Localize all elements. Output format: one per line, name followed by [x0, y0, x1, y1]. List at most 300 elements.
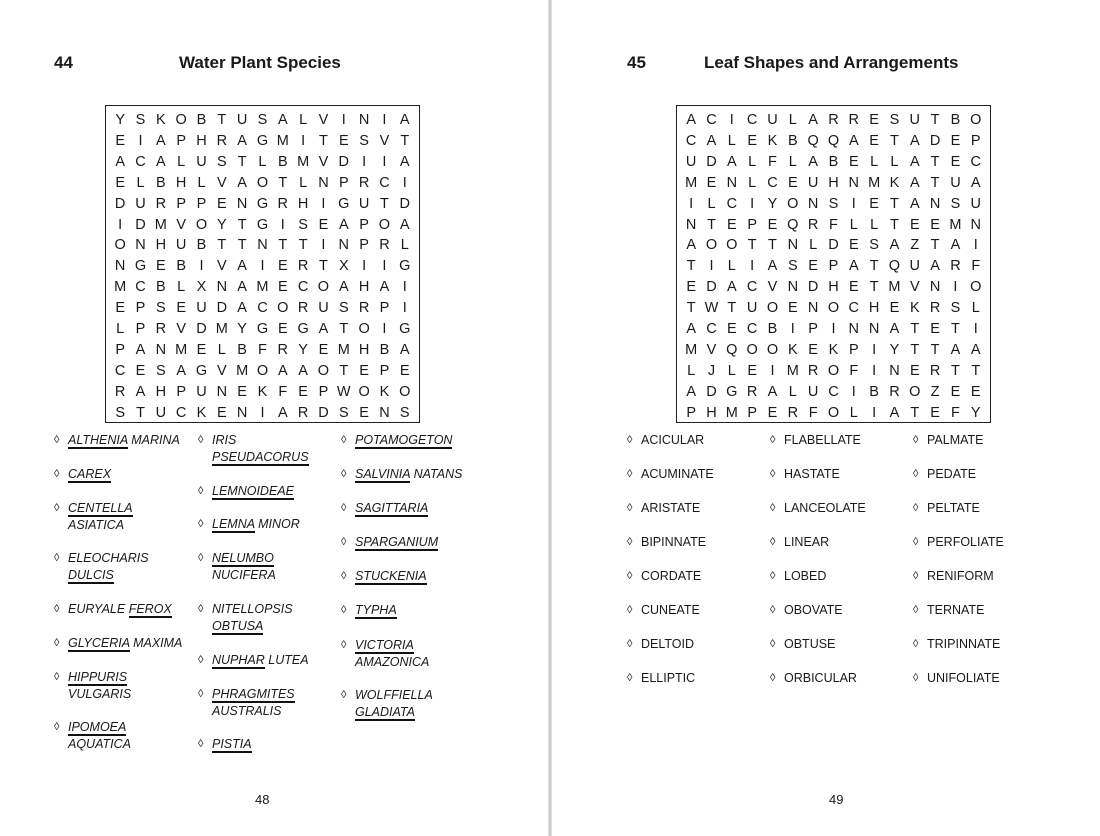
grid-letter: E — [747, 362, 757, 379]
word-label: LOBED — [784, 569, 827, 583]
grid-letter: B — [277, 153, 288, 170]
diamond-bullet-icon: ◊ — [198, 603, 204, 615]
word-label: ORBICULAR — [784, 671, 857, 685]
grid-letter: D — [216, 300, 228, 317]
grid-letter: C — [297, 279, 309, 296]
grid-letter: A — [686, 321, 696, 337]
grid-letter: C — [135, 279, 146, 296]
grid-letter: T — [930, 341, 940, 358]
word-label: OBOVATE — [784, 603, 843, 617]
grid-letter: W — [336, 383, 351, 400]
grid-letter: A — [277, 362, 288, 379]
grid-letter: E — [930, 404, 940, 421]
grid-letter: I — [341, 112, 346, 128]
grid-letter: L — [849, 216, 858, 233]
grid-letter: Q — [787, 216, 799, 233]
word-text: HIPPURIS — [68, 670, 128, 684]
grid-letter: A — [848, 132, 859, 149]
word-text: WOLFFIELLA — [355, 688, 433, 702]
grid-letter: L — [727, 362, 736, 379]
grid-letter: L — [687, 362, 696, 379]
grid-letter: Q — [827, 132, 840, 149]
word-label: PELTATE — [927, 501, 980, 515]
grid-letter: A — [277, 112, 288, 128]
grid-letter: U — [196, 300, 207, 317]
grid-letter: O — [277, 300, 289, 317]
word-text: NUCIFERA — [212, 567, 276, 582]
grid-letter: K — [828, 341, 839, 358]
puzzle-number: 45 — [627, 53, 646, 72]
word-label: TERNATE — [927, 603, 985, 617]
grid-letter: A — [970, 341, 981, 358]
grid-letter: E — [747, 132, 757, 149]
grid-letter: L — [971, 300, 980, 317]
grid-letter: A — [970, 174, 981, 191]
grid-letter: E — [359, 362, 369, 379]
grid-letter: T — [869, 258, 879, 275]
grid-letter: D — [135, 216, 146, 233]
grid-letter: V — [379, 132, 390, 149]
grid-letter: P — [176, 195, 186, 212]
grid-letter: E — [298, 383, 308, 400]
grid-letter: O — [317, 279, 330, 296]
word-label: FLABELLATE — [784, 433, 861, 447]
diamond-bullet-icon: ◊ — [198, 654, 204, 666]
grid-letter: T — [707, 216, 716, 233]
grid-letter: B — [196, 112, 207, 128]
grid-letter: E — [686, 279, 696, 296]
grid-letter: E — [216, 195, 227, 212]
grid-letter: T — [237, 237, 247, 254]
grid-letter: R — [889, 383, 900, 400]
grid-letter: E — [135, 362, 146, 379]
grid-letter: B — [237, 341, 247, 358]
grid-letter: D — [807, 279, 819, 296]
grid-letter: D — [338, 153, 350, 170]
grid-letter: H — [358, 279, 370, 296]
diamond-bullet-icon: ◊ — [913, 570, 919, 582]
grid-letter: D — [706, 153, 717, 170]
diamond-bullet-icon: ◊ — [913, 468, 919, 480]
diamond-bullet-icon: ◊ — [54, 603, 60, 615]
word-label — [355, 534, 438, 551]
grid-letter: F — [849, 362, 859, 379]
grid-letter: T — [339, 362, 349, 379]
diamond-bullet-icon: ◊ — [913, 536, 919, 548]
word-text: PSEUDACORUS — [212, 449, 309, 464]
grid-letter: S — [338, 300, 349, 317]
grid-letter: G — [399, 321, 411, 337]
grid-letter: P — [115, 341, 125, 358]
grid-letter: P — [808, 321, 818, 337]
word-label: ACUMINATE — [641, 467, 714, 481]
grid-letter: P — [828, 258, 839, 275]
diamond-bullet-icon: ◊ — [54, 552, 60, 564]
grid-letter: R — [277, 341, 289, 358]
word-label — [355, 687, 433, 704]
grid-letter: I — [260, 258, 265, 275]
grid-letter: A — [399, 112, 410, 128]
grid-letter: E — [848, 237, 859, 254]
grid-letter: P — [135, 321, 146, 337]
grid-letter: H — [155, 383, 167, 400]
grid-letter: E — [848, 153, 859, 170]
word-label: DELTOID — [641, 637, 695, 651]
grid-letter: C — [114, 362, 126, 379]
word-text: SAGITTARIA — [355, 501, 429, 515]
grid-letter: U — [155, 404, 167, 421]
grid-letter: P — [338, 174, 349, 191]
grid-letter: G — [256, 195, 269, 212]
grid-letter: H — [175, 174, 187, 191]
word-label — [212, 483, 294, 500]
grid-letter: E — [277, 321, 288, 337]
grid-letter: F — [829, 216, 838, 233]
grid-letter: L — [849, 404, 858, 421]
diamond-bullet-icon: ◊ — [54, 468, 60, 480]
grid-letter: T — [930, 174, 940, 191]
grid-letter: L — [217, 341, 226, 358]
grid-letter: A — [930, 258, 940, 275]
grid-letter: R — [358, 174, 370, 191]
grid-letter: L — [197, 174, 206, 191]
grid-letter: S — [950, 195, 961, 212]
grid-letter: D — [706, 279, 717, 296]
word-text: OBTUSA — [212, 618, 264, 633]
grid-letter: R — [929, 300, 941, 317]
grid-letter: U — [318, 300, 329, 317]
grid-letter: Q — [726, 341, 738, 358]
grid-letter: V — [216, 258, 227, 275]
grid-letter: S — [338, 404, 349, 421]
grid-letter: I — [260, 404, 265, 421]
grid-letter: A — [115, 153, 125, 170]
grid-letter: U — [358, 195, 370, 212]
grid-letter: C — [257, 300, 268, 317]
grid-letter: L — [299, 112, 308, 128]
word-label: ACICULAR — [641, 433, 705, 447]
grid-letter: D — [318, 404, 329, 421]
puzzle-number: 44 — [54, 53, 73, 72]
grid-letter: O — [766, 300, 779, 317]
grid-letter: Y — [237, 321, 247, 337]
grid-letter: I — [851, 195, 856, 212]
grid-letter: G — [726, 383, 738, 400]
grid-letter: E — [196, 341, 207, 358]
grid-letter: B — [155, 279, 166, 296]
word-list — [0, 0, 548, 836]
page-number: 48 — [255, 792, 270, 807]
grid-letter: V — [318, 153, 329, 170]
grid-letter: N — [848, 321, 860, 337]
grid-letter: M — [337, 341, 350, 358]
grid-letter: T — [890, 195, 899, 212]
word-label — [212, 550, 274, 567]
grid-letter: I — [790, 321, 795, 337]
grid-letter: E — [237, 383, 247, 400]
grid-letter: Y — [970, 404, 981, 421]
word-label — [68, 466, 111, 483]
grid-letter: E — [808, 258, 818, 275]
diamond-bullet-icon: ◊ — [627, 570, 633, 582]
grid-letter: M — [297, 153, 310, 170]
grid-letter: D — [706, 383, 717, 400]
grid-letter: K — [909, 300, 920, 317]
grid-letter: Q — [888, 258, 901, 275]
grid-letter: E — [318, 341, 329, 358]
word-text: SALVINIA — [355, 467, 411, 481]
grid-letter: S — [950, 300, 961, 317]
diamond-bullet-icon: ◊ — [341, 689, 347, 701]
grid-letter: G — [338, 195, 350, 212]
diamond-bullet-icon: ◊ — [198, 738, 204, 750]
grid-letter: V — [909, 279, 920, 296]
grid-letter: I — [301, 132, 306, 149]
diamond-bullet-icon: ◊ — [627, 502, 633, 514]
grid-letter: R — [297, 404, 309, 421]
grid-letter: N — [216, 279, 228, 296]
grid-letter: I — [953, 279, 958, 296]
grid-letter: C — [767, 174, 778, 191]
grid-letter: M — [888, 279, 901, 296]
grid-letter: M — [725, 404, 738, 421]
grid-letter: C — [685, 132, 697, 149]
grid-letter: O — [909, 383, 921, 400]
word-text: VICTORIA — [355, 638, 414, 652]
grid-letter: R — [929, 362, 941, 379]
grid-letter: E — [869, 112, 879, 128]
grid-letter: U — [970, 195, 981, 212]
grid-letter: N — [338, 237, 350, 254]
grid-letter: T — [136, 404, 145, 421]
grid-letter: O — [256, 362, 269, 379]
grid-letter: E — [909, 362, 920, 379]
grid-letter: O — [399, 383, 411, 400]
grid-letter: U — [807, 383, 819, 400]
grid-letter: M — [685, 174, 698, 191]
grid-letter: B — [767, 321, 778, 337]
diamond-bullet-icon: ◊ — [341, 604, 347, 616]
grid-letter: L — [870, 216, 879, 233]
grid-letter: E — [950, 153, 961, 170]
grid-letter: E — [930, 216, 940, 233]
grid-letter: P — [686, 404, 696, 421]
grid-letter: I — [402, 300, 407, 317]
grid-letter: I — [973, 321, 978, 337]
diamond-bullet-icon: ◊ — [54, 637, 60, 649]
grid-letter: P — [747, 404, 757, 421]
grid-letter: I — [750, 258, 755, 275]
word-label: LANCEOLATE — [784, 501, 866, 515]
grid-letter: O — [827, 404, 840, 421]
grid-letter: U — [950, 174, 961, 191]
word-text: MAXIMA — [129, 636, 183, 650]
word-label — [68, 500, 133, 517]
word-text: DULCIS — [68, 567, 114, 582]
diamond-bullet-icon: ◊ — [198, 688, 204, 700]
grid-letter: H — [358, 341, 370, 358]
grid-letter: I — [280, 216, 285, 233]
grid-letter: N — [114, 258, 126, 275]
grid-letter: T — [278, 174, 288, 191]
grid-letter: A — [135, 383, 146, 400]
grid-letter: U — [175, 237, 187, 254]
grid-letter: A — [889, 404, 900, 421]
diamond-bullet-icon: ◊ — [341, 639, 347, 651]
grid-letter: I — [382, 321, 387, 337]
word-label — [212, 432, 236, 449]
grid-letter: T — [217, 237, 227, 254]
grid-letter: A — [155, 153, 166, 170]
grid-letter: P — [176, 383, 186, 400]
word-label: BIPINNATE — [641, 535, 707, 549]
word-text: NITELLOPSIS — [212, 602, 293, 616]
grid-letter: A — [318, 321, 329, 337]
grid-letter: E — [848, 279, 859, 296]
grid-letter: I — [118, 216, 123, 233]
grid-letter: T — [237, 153, 247, 170]
grid-letter: I — [750, 195, 755, 212]
grid-letter: L — [788, 383, 797, 400]
grid-letter: U — [196, 383, 207, 400]
grid-letter: I — [382, 112, 387, 128]
diamond-bullet-icon: ◊ — [770, 468, 776, 480]
grid-letter: O — [195, 216, 208, 233]
word-text: TYPHA — [355, 603, 397, 617]
grid-letter: C — [970, 153, 981, 170]
grid-letter: E — [767, 404, 778, 421]
grid-letter: T — [380, 195, 389, 212]
word-label — [68, 719, 126, 736]
grid-letter: P — [359, 216, 369, 233]
grid-letter: R — [379, 237, 390, 254]
grid-letter: T — [930, 112, 940, 128]
grid-letter: A — [706, 132, 717, 149]
grid-letter: R — [297, 300, 309, 317]
grid-letter: S — [155, 300, 166, 317]
grid-letter: N — [155, 341, 167, 358]
grid-letter: E — [889, 300, 900, 317]
word-label — [355, 500, 428, 517]
grid-letter: P — [135, 300, 146, 317]
grid-letter: I — [402, 174, 407, 191]
grid-letter: U — [807, 174, 819, 191]
grid-letter: E — [359, 404, 369, 421]
left-page — [0, 0, 548, 836]
grid-letter: Q — [807, 132, 819, 149]
grid-letter: B — [787, 132, 798, 149]
grid-letter: N — [868, 321, 880, 337]
grid-letter: E — [869, 195, 879, 212]
grid-letter: L — [258, 153, 267, 170]
grid-letter: N — [236, 404, 248, 421]
grid-letter: R — [828, 112, 839, 128]
word-label — [212, 686, 295, 703]
grid-letter: J — [707, 362, 716, 379]
diamond-bullet-icon: ◊ — [198, 485, 204, 497]
diamond-bullet-icon: ◊ — [54, 721, 60, 733]
grid-letter: B — [950, 112, 961, 128]
diamond-bullet-icon: ◊ — [770, 536, 776, 548]
word-text: NUPHAR — [212, 653, 265, 667]
word-text: GLADIATA — [355, 704, 415, 719]
grid-letter: T — [768, 237, 777, 254]
word-text: ASIATICA — [68, 517, 125, 532]
grid-letter: G — [399, 258, 411, 275]
diamond-bullet-icon: ◊ — [913, 604, 919, 616]
grid-letter: I — [321, 237, 326, 254]
word-text: GLYCERIA — [68, 636, 130, 650]
grid-letter: P — [848, 341, 859, 358]
grid-letter: V — [767, 279, 778, 296]
grid-letter: A — [889, 321, 900, 337]
grid-letter: T — [278, 237, 288, 254]
grid-letter: G — [297, 321, 309, 337]
grid-letter: P — [359, 237, 369, 254]
grid-letter: K — [889, 174, 900, 191]
grid-letter: G — [256, 216, 269, 233]
grid-letter: T — [930, 153, 940, 170]
grid-letter: C — [746, 112, 758, 128]
word-label — [355, 637, 414, 654]
grid-letter: E — [318, 216, 329, 233]
diamond-bullet-icon: ◊ — [770, 604, 776, 616]
grid-letter: C — [706, 112, 717, 128]
grid-letter: A — [950, 237, 961, 254]
diamond-bullet-icon: ◊ — [198, 434, 204, 446]
grid-letter: L — [136, 174, 145, 191]
word-list — [552, 0, 1100, 836]
diamond-bullet-icon: ◊ — [770, 638, 776, 650]
word-label: HASTATE — [784, 467, 840, 481]
grid-letter: L — [748, 174, 757, 191]
grid-letter: N — [379, 404, 390, 421]
grid-letter: C — [135, 153, 146, 170]
diamond-bullet-icon: ◊ — [341, 502, 347, 514]
grid-letter: O — [317, 362, 330, 379]
grid-letter: X — [196, 279, 207, 296]
diamond-bullet-icon: ◊ — [913, 672, 919, 684]
grid-letter: E — [706, 174, 717, 191]
word-text: FEROX — [128, 602, 172, 616]
grid-letter: H — [828, 174, 839, 191]
grid-letter: Y — [216, 216, 227, 233]
grid-letter: N — [787, 279, 799, 296]
grid-letter: A — [155, 132, 166, 149]
grid-letter: V — [706, 341, 717, 358]
diamond-bullet-icon: ◊ — [913, 434, 919, 446]
grid-letter: A — [808, 112, 818, 128]
grid-letter: A — [767, 383, 778, 400]
word-label: RENIFORM — [927, 569, 994, 583]
grid-letter: I — [362, 258, 367, 275]
grid-letter: E — [726, 321, 737, 337]
grid-letter: V — [318, 112, 329, 128]
grid-letter: R — [848, 112, 860, 128]
grid-letter: E — [808, 341, 818, 358]
word-text: AQUATICA — [68, 736, 131, 751]
grid-letter: O — [256, 174, 269, 191]
grid-letter: A — [848, 258, 859, 275]
grid-letter: E — [767, 216, 778, 233]
grid-letter: N — [236, 195, 248, 212]
grid-letter: I — [382, 153, 387, 170]
grid-letter: T — [319, 258, 328, 275]
grid-letter: C — [848, 300, 860, 317]
grid-letter: T — [686, 258, 696, 275]
grid-letter: O — [970, 112, 982, 128]
grid-letter: T — [971, 362, 981, 379]
